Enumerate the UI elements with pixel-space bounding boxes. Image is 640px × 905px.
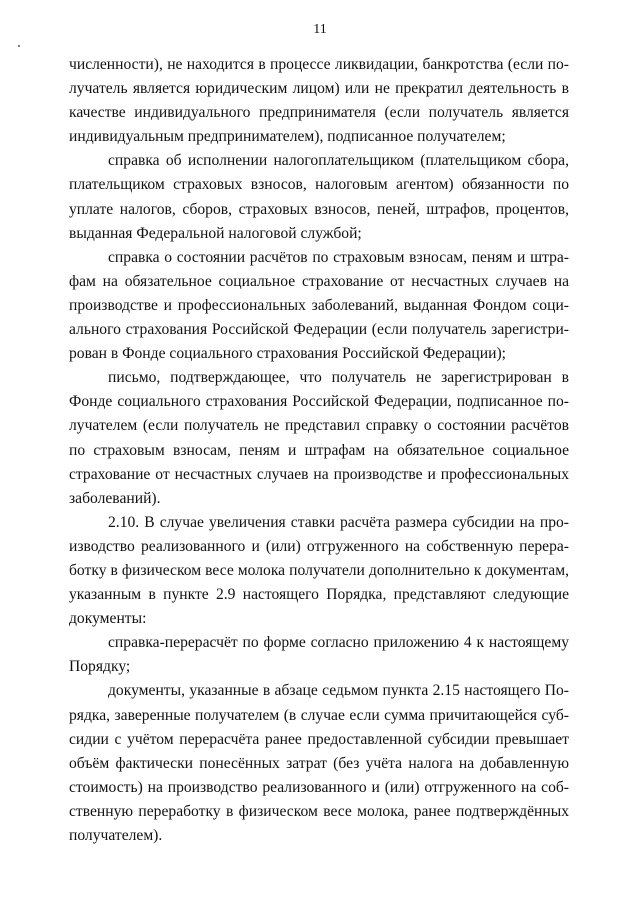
body-text <box>69 53 569 848</box>
text-line: изводство реализованного и (или) отгруженного на собственную перера- <box>69 537 569 555</box>
text-line: стоимость) на производство реализованного и (или) отгруженного на соб- <box>69 778 569 796</box>
text-line: страхование от несчастных случаев на производстве и профессиональных <box>69 465 569 483</box>
text-line: по страховым взносам, пеням и штрафам на обязательное социальное <box>69 441 569 459</box>
text-line: документы, указанные в абзаце седьмом пункта 2.15 настоящего По- <box>108 682 569 700</box>
text-line: рован в Фонде социального страхования Российской Федерации); <box>69 345 506 363</box>
text-line: справка о состоянии расчётов по страховым взносам, пеням и штра- <box>108 248 569 266</box>
text-line: ботку в физическом весе молока получатели дополнительно к документам, <box>69 561 569 579</box>
text-line: Фонде социального страхования Российской Федерации, подписанное по- <box>69 393 569 411</box>
text-line: индивидуальным предпринимателем), подписанное получателем; <box>69 128 506 146</box>
text-line: численности), не находится в процессе ликвидации, банкротства (если по- <box>69 56 569 73</box>
text-line: справка-перерасчёт по форме согласно приложению 4 к настоящему <box>108 634 569 652</box>
text-line: лучатель является юридическим лицом) или не прекратил деятельность в <box>69 80 569 98</box>
margin-mark <box>18 45 20 47</box>
text-line: письмо, подтверждающее, что получатель не зарегистрирован в <box>108 369 569 387</box>
text-line: документы: <box>69 610 147 628</box>
text-line: сидии с учётом перерасчёта ранее предоставленной субсидии превышает <box>69 730 569 748</box>
text-line: рядка, заверенные получателем (в случае если сумма причитающейся суб- <box>69 706 569 724</box>
text-line: лучателем (если получатель не представил справку о состоянии расчётов <box>69 417 569 435</box>
text-line: производстве и профессиональных заболеваний, выданная Фондом соци- <box>69 296 569 314</box>
text-line: выданная Федеральной налоговой службой; <box>69 224 362 242</box>
text-line: объём фактически понесённых затрат (без учёта налога на добавленную <box>69 754 569 772</box>
text-line: уплате налогов, сборов, страховых взносов, пеней, штрафов, процентов, <box>69 200 569 218</box>
text-line: справка об исполнении налогоплательщиком (плательщиком сбора, <box>108 152 569 170</box>
text-line: получателем). <box>69 827 163 844</box>
text-line: качестве индивидуального предпринимателя (если получатель является <box>69 104 569 122</box>
text-line: указанным в пункте 2.9 настоящего Порядка, представляют следующие <box>69 586 569 604</box>
text-line: ственную переработку в физическом весе молока, ранее подтверждённых <box>69 802 569 820</box>
text-line: Порядку; <box>69 658 131 676</box>
text-line: 2.10. В случае увеличения ставки расчёта размера субсидии на про- <box>108 513 569 531</box>
text-line: заболеваний). <box>69 489 161 507</box>
page-number: 11 <box>313 22 327 37</box>
text-line: ального страхования Российской Федерации (если получатель зарегистри- <box>69 321 569 339</box>
text-line: фам на обязательное социальное страхование от несчастных случаев на <box>69 272 569 290</box>
text-line: плательщиком страховых взносов, налоговым агентом) обязанности по <box>69 176 569 194</box>
